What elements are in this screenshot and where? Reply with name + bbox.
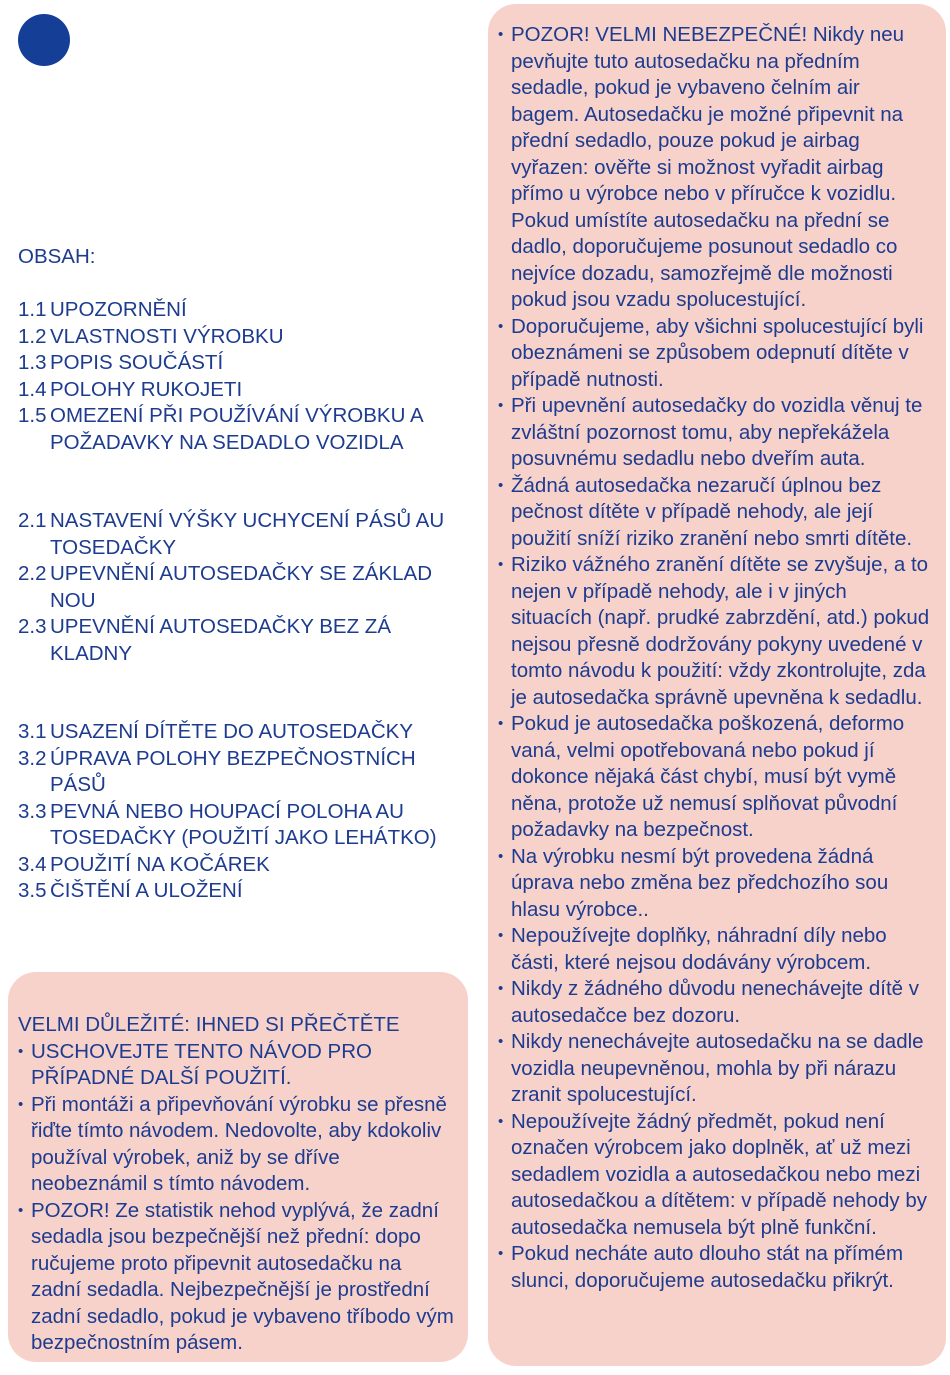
warning-item: • Žádná autosedačka nezaručí úplnou bez pečnost dítěte v případě nehody, ale její použití sníží riziko zranění nebo smrti dítěte.	[498, 473, 932, 553]
warning-item: • Pokud je autosedačka poškozená, deformo vaná, velmi opotřebovaná nebo pokud jí dokonce nějaká část chybí, musí být vymě něna, protože už nemusí splňovat původní požadavky na bezpečnost.	[498, 711, 932, 844]
toc-entry[interactable]	[18, 324, 458, 351]
toc-entry-title: PEVNÁ NEBO HOUPACÍ POLOHA AU TOSEDAČKY (POUŽITÍ JAKO LEHÁTKO)	[50, 799, 437, 849]
toc-entry[interactable]	[18, 614, 458, 667]
toc-entry-number: 3.2	[18, 746, 47, 770]
toc-entry-title: ČIŠTĚNÍ A ULOŽENÍ	[50, 879, 243, 902]
toc-entry[interactable]	[18, 852, 458, 879]
warning-item: • Na výrobku nesmí být provedena žádná úprava nebo změna bez předchozího sou hlasu výrobce..	[498, 844, 932, 924]
warning-item: • Nepoužívejte doplňky, náhradní díly nebo části, které nejsou dodávány výrobcem.	[498, 923, 932, 976]
important-notice-list	[18, 1039, 456, 1357]
toc-entry-number: 2.3	[18, 615, 47, 638]
toc-entry-number: 1.2	[18, 324, 47, 348]
toc-entry[interactable]	[18, 719, 458, 746]
warning-item: • Doporučujeme, aby všichni spolucestující byli obeznámeni se způsobem odepnutí dítěte v případě nutnosti.	[498, 314, 932, 394]
toc-entry-number: 1.3	[18, 351, 47, 374]
toc-entry-title: UPOZORNĚNÍ	[50, 298, 187, 321]
warning-item: • Riziko vážného zranění dítěte se zvyšuje, a to nejen v případě nehody, ale i v jiných situacích (např. prudké zabrzdění, atd.) pokud nejsou přesně dodržovány pokyny uvedené v tomto návodu k použití: vždy zkontrolujte, zda je autosedačka správně upevněna k sedadlu.	[498, 552, 932, 711]
toc-entry-title: POLOHY RUKOJETI	[50, 377, 243, 401]
toc-entry[interactable]	[18, 403, 458, 456]
warnings-box	[488, 4, 946, 1366]
toc-entry-title: VLASTNOSTI VÝROBKU	[50, 324, 284, 348]
toc-entry-title: OMEZENÍ PŘI POUŽÍVÁNÍ VÝROBKU A POŽADAVKY NA SEDADLO VOZIDLA	[50, 404, 423, 454]
notice-item: • Při montáži a připevňování výrobku se přesně řiďte tímto návodem. Nedovolte, aby kdokoliv používal výrobek, aniž by se dříve neobeznámil s tímto návodem.	[18, 1092, 456, 1198]
toc-entry-title: UPEVNĚNÍ AUTOSEDAČKY BEZ ZÁ KLADNY	[50, 615, 392, 665]
toc-entry-number: 3.3	[18, 799, 47, 823]
toc-group-1	[18, 297, 458, 456]
toc-entry-title: NASTAVENÍ VÝŠKY UCHYCENÍ PÁSŮ AU TOSEDAČKY	[50, 509, 445, 559]
toc-entry[interactable]	[18, 878, 458, 905]
toc-entry-title: ÚPRAVA POLOHY BEZPEČNOSTNÍCH PÁSŮ	[50, 746, 416, 796]
toc-entry-number: 1.4	[18, 377, 47, 401]
section-marker-dot	[18, 14, 70, 66]
toc-entry[interactable]	[18, 377, 458, 404]
table-of-contents	[18, 244, 458, 905]
toc-entry-number: 3.5	[18, 879, 47, 902]
toc-entry[interactable]	[18, 508, 458, 561]
toc-entry-number: 1.1	[18, 298, 47, 321]
warning-item: • Nepoužívejte žádný předmět, pokud není označen výrobcem jako doplněk, ať už mezi sedadlem vozidla a autosedačkou nebo mezi autosedačkou a dítětem: v případě nehody by autosedačka nemusela být plně funkční.	[498, 1109, 932, 1242]
toc-entry-title: UPEVNĚNÍ AUTOSEDAČKY SE ZÁKLAD NOU	[50, 562, 433, 612]
warning-item: • Nikdy z žádného důvodu nenechávejte dítě v autosedačce bez dozoru.	[498, 976, 932, 1029]
toc-entry-number: 3.1	[18, 720, 47, 743]
notice-item: • USCHOVEJTE TENTO NÁVOD PRO PŘÍPADNÉ DALŠÍ POUŽITÍ.	[18, 1039, 456, 1092]
warnings-list	[498, 22, 932, 1294]
warning-item: • POZOR! VELMI NEBEZPEČNÉ! Nikdy neu pevňujte tuto autosedačku na předním sedadle, pokud je vybaveno čelním air bagem. Autosedačku je možné připevnit na přední sedadlo, pouze pokud je airbag vyřazen: ověřte si možnost vyřadit airbag přímo u výrobce nebo v příručce k vozidlu. Pokud umístíte autosedačku na přední se dadlo, doporučujeme posunout sedadlo co nejvíce dozadu, samozřejmě dle možnosti pokud jsou vzadu spolucestující.	[498, 22, 932, 314]
toc-entry[interactable]	[18, 350, 458, 377]
toc-entry[interactable]	[18, 561, 458, 614]
important-notice-heading: VELMI DŮLEŽITÉ: IHNED SI PŘEČTĚTE	[18, 1013, 400, 1036]
toc-entry-title: POUŽITÍ NA KOČÁREK	[50, 852, 270, 876]
toc-group-3	[18, 719, 458, 905]
toc-entry-number: 1.5	[18, 404, 47, 427]
toc-entry-number: 3.4	[18, 852, 47, 876]
warning-item: • Pokud necháte auto dlouho stát na přímém slunci, doporučujeme autosedačku přikrýt.	[498, 1241, 932, 1294]
toc-entry-title: USAZENÍ DÍTĚTE DO AUTOSEDAČKY	[50, 720, 413, 743]
toc-entry-title: POPIS SOUČÁSTÍ	[50, 351, 224, 374]
toc-entry-number: 2.2	[18, 562, 47, 585]
notice-item: • POZOR! Ze statistik nehod vyplývá, že zadní sedadla jsou bezpečnější než přední: dopo ručujeme proto připevnit autosedačku na zadní sedadla. Nejbezpečnější je prostřední zadní sedadlo, pokud je vybaveno tříbodo vým bezpečnostním pásem.	[18, 1198, 456, 1357]
toc-group-2	[18, 508, 458, 667]
toc-entry[interactable]	[18, 746, 458, 799]
toc-entry[interactable]	[18, 297, 458, 324]
toc-entry-number: 2.1	[18, 509, 47, 532]
toc-entry[interactable]	[18, 799, 458, 852]
warning-item: • Nikdy nenechávejte autosedačku na se dadle vozidla neupevněnou, mohla by při nárazu zranit spolucestující.	[498, 1029, 932, 1109]
warning-item: • Při upevnění autosedačky do vozidla věnuj te zvláštní pozornost tomu, aby nepřekážela posuvnému sedadlu nebo dveřím auta.	[498, 393, 932, 473]
important-notice-box	[8, 972, 468, 1362]
toc-heading: OBSAH:	[18, 245, 96, 268]
